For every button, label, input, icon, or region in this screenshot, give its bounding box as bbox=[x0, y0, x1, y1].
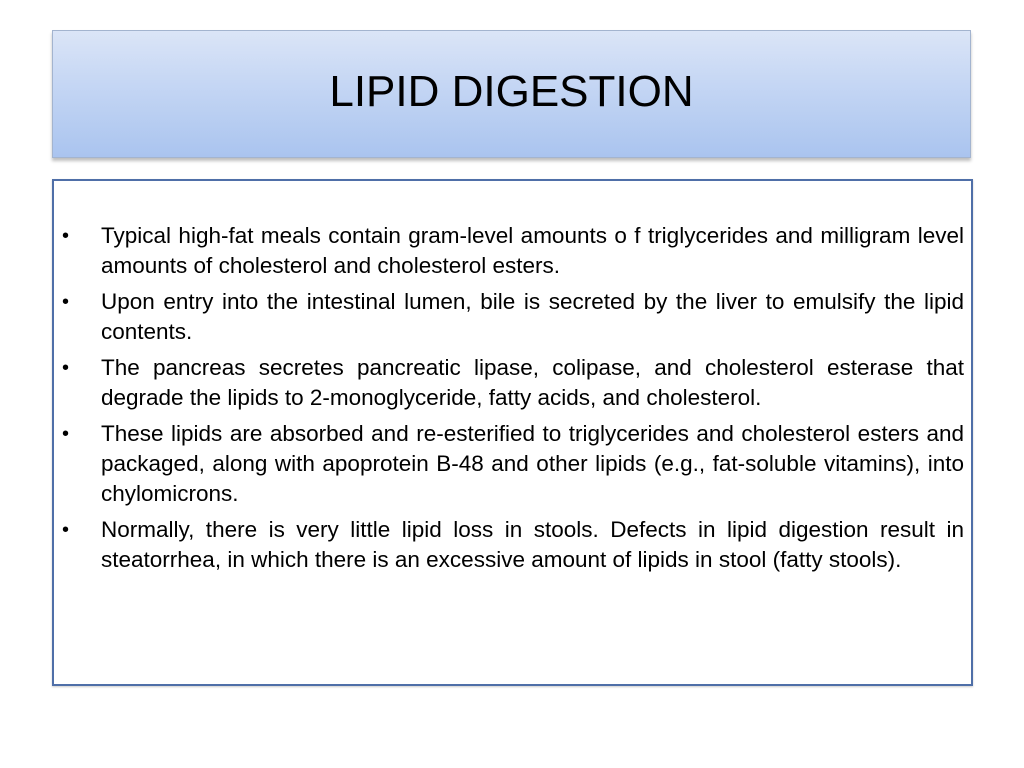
bullet-point-icon: • bbox=[62, 519, 70, 541]
bullet-list bbox=[62, 221, 964, 581]
slide-title: LIPID DIGESTION bbox=[329, 67, 694, 116]
bullet-point-icon: • bbox=[62, 357, 70, 379]
bullet-item bbox=[62, 287, 964, 347]
bullet-text: Normally, there is very little lipid loss in stools. Defects in lipid digestion result in steatorrhea, in which there is an excessive amount of lipids in stool (fatty stools). bbox=[101, 517, 964, 572]
bullet-text: These lipids are absorbed and re-esterified to triglycerides and cholesterol esters and packaged, along with apoprotein B-48 and other lipids (e.g., fat-soluble vitamins), into chylomicrons. bbox=[101, 421, 964, 506]
bullet-item bbox=[62, 221, 964, 281]
bullet-text: Upon entry into the intestinal lumen, bile is secreted by the liver to emulsify the lipid contents. bbox=[101, 289, 964, 344]
bullet-point-icon: • bbox=[62, 291, 70, 313]
bullet-point-icon: • bbox=[62, 225, 70, 247]
bullet-text: Typical high-fat meals contain gram-level amounts o f triglycerides and milligram level amounts of cholesterol and cholesterol esters. bbox=[101, 223, 964, 278]
bullet-item bbox=[62, 515, 964, 575]
title-box bbox=[52, 30, 971, 158]
bullet-point-icon: • bbox=[62, 423, 70, 445]
bullet-text: The pancreas secretes pancreatic lipase, colipase, and cholesterol esterase that degrade the lipids to 2-monoglyceride, fatty acids, and cholesterol. bbox=[101, 355, 964, 410]
content-box bbox=[52, 179, 973, 686]
bullet-item bbox=[62, 353, 964, 413]
bullet-item bbox=[62, 419, 964, 509]
